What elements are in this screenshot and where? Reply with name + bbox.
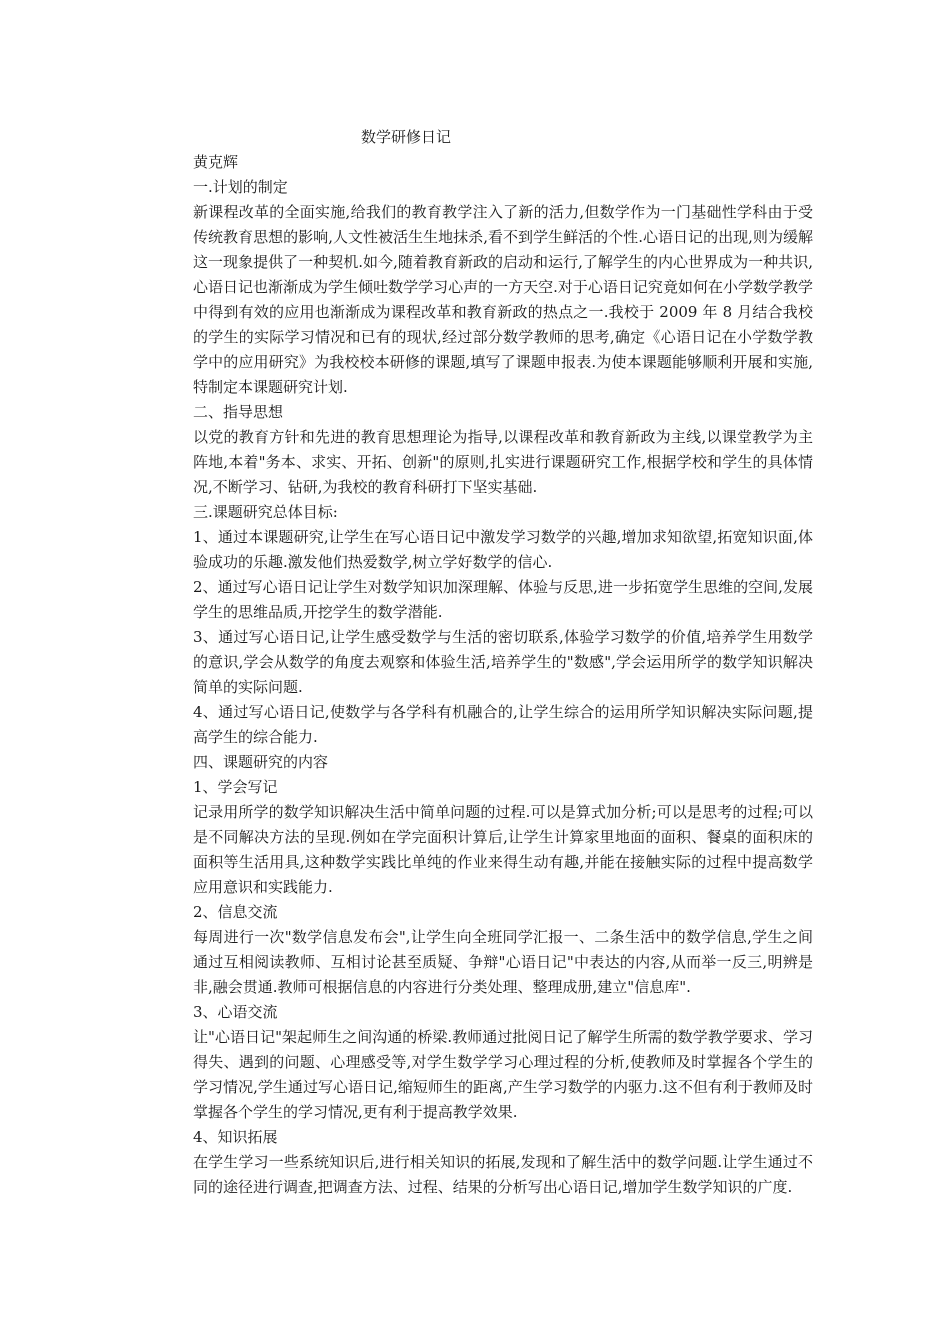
section-paragraph: 记录用所学的数学知识解决生活中简单问题的过程.可以是算式加分析;可以是思考的过程;可以是不同解决方法的呈现.例如在学完面积计算后,让学生计算家里地面的面积、餐桌的面积床的面积等生活用具,这种数学实践比单纯的作业来得生动有趣,并能在接触实际的过程中提高数学应用意识和实践能力. — [193, 803, 813, 896]
document-author: 黄克辉 — [193, 153, 239, 171]
subsection-heading: 4、知识拓展 — [193, 1128, 278, 1146]
section-paragraph: 以党的教育方针和先进的教育思想理论为指导,以课程改革和教育新政为主线,以课堂教学为主阵地,本着"务本、求实、开拓、创新"的原则,扎实进行课题研究工作,根据学校和学生的具体情况,不断学习、钻研,为我校的教育科研打下坚实基础. — [193, 428, 813, 496]
section-paragraph: 让"心语日记"架起师生之间沟通的桥梁.教师通过批阅日记了解学生所需的数学教学要求、学习得失、遇到的问题、心理感受等,对学生数学学习心理过程的分析,使教师及时掌握各个学生的学习情况,学生通过写心语日记,缩短师生的距离,产生学习数学的内驱力.这不但有利于教师及时掌握各个学生的学习情况,更有利于提高教学效果. — [193, 1028, 813, 1121]
subsection-heading: 2、信息交流 — [193, 903, 278, 921]
document-body — [193, 125, 813, 1200]
section-heading: 二、指导思想 — [193, 403, 284, 421]
section-heading: 一.计划的制定 — [193, 178, 288, 196]
goal-item: 2、通过写心语日记让学生对数学知识加深理解、体验与反思,进一步拓宽学生思维的空间,发展学生的思维品质,开挖学生的数学潜能. — [193, 578, 813, 621]
goal-item: 3、通过写心语日记,让学生感受数学与生活的密切联系,体验学习数学的价值,培养学生用数学的意识,学会从数学的角度去观察和体验生活,培养学生的"数感",学会运用所学的数学知识解决简单的实际问题. — [193, 628, 813, 696]
section-heading: 四、课题研究的内容 — [193, 753, 329, 771]
goal-item: 4、通过写心语日记,使数学与各学科有机融合的,让学生综合的运用所学知识解决实际问题,提高学生的综合能力. — [193, 703, 813, 746]
section-paragraph: 每周进行一次"数学信息发布会",让学生向全班同学汇报一、二条生活中的数学信息,学生之间通过互相阅读教师、互相讨论甚至质疑、争辩"心语日记"中表达的内容,从而举一反三,明辨是非,融会贯通.教师可根据信息的内容进行分类处理、整理成册,建立"信息库". — [193, 928, 813, 996]
section-paragraph: 在学生学习一些系统知识后,进行相关知识的拓展,发现和了解生活中的数学问题.让学生通过不同的途径进行调查,把调查方法、过程、结果的分析写出心语日记,增加学生数学知识的广度. — [193, 1153, 813, 1196]
section-heading: 三.课题研究总体目标: — [193, 503, 338, 521]
subsection-heading: 3、心语交流 — [193, 1003, 278, 1021]
subsection-heading: 1、学会写记 — [193, 778, 278, 796]
section-paragraph: 新课程改革的全面实施,给我们的教育教学注入了新的活力,但数学作为一门基础性学科由于受传统教育思想的影响,人文性被活生生地抹杀,看不到学生鲜活的个性.心语日记的出现,则为缓解这一现象提供了一种契机.如今,随着教育新政的启动和运行,了解学生的内心世界成为一种共识,心语日记也渐渐成为学生倾吐数学学习心声的一方天空.对于心语日记究竟如何在小学数学教学中得到有效的应用也渐渐成为课程改革和教育新政的热点之一.我校于 2009 年 8 月结合我校的学生的实际学习情况和已有的现状,经过部分数学教师的思考,确定《心语日记在小学数学教学中的应用研究》为我校校本研修的课题,填写了课题申报表.为使本课题能够顺利开展和实施,特制定本课题研究计划. — [193, 203, 813, 396]
document-title: 数学研修日记 — [361, 128, 452, 146]
goal-item: 1、通过本课题研究,让学生在写心语日记中激发学习数学的兴趣,增加求知欲望,拓宽知识面,体验成功的乐趣.激发他们热爱数学,树立学好数学的信心. — [193, 528, 813, 571]
